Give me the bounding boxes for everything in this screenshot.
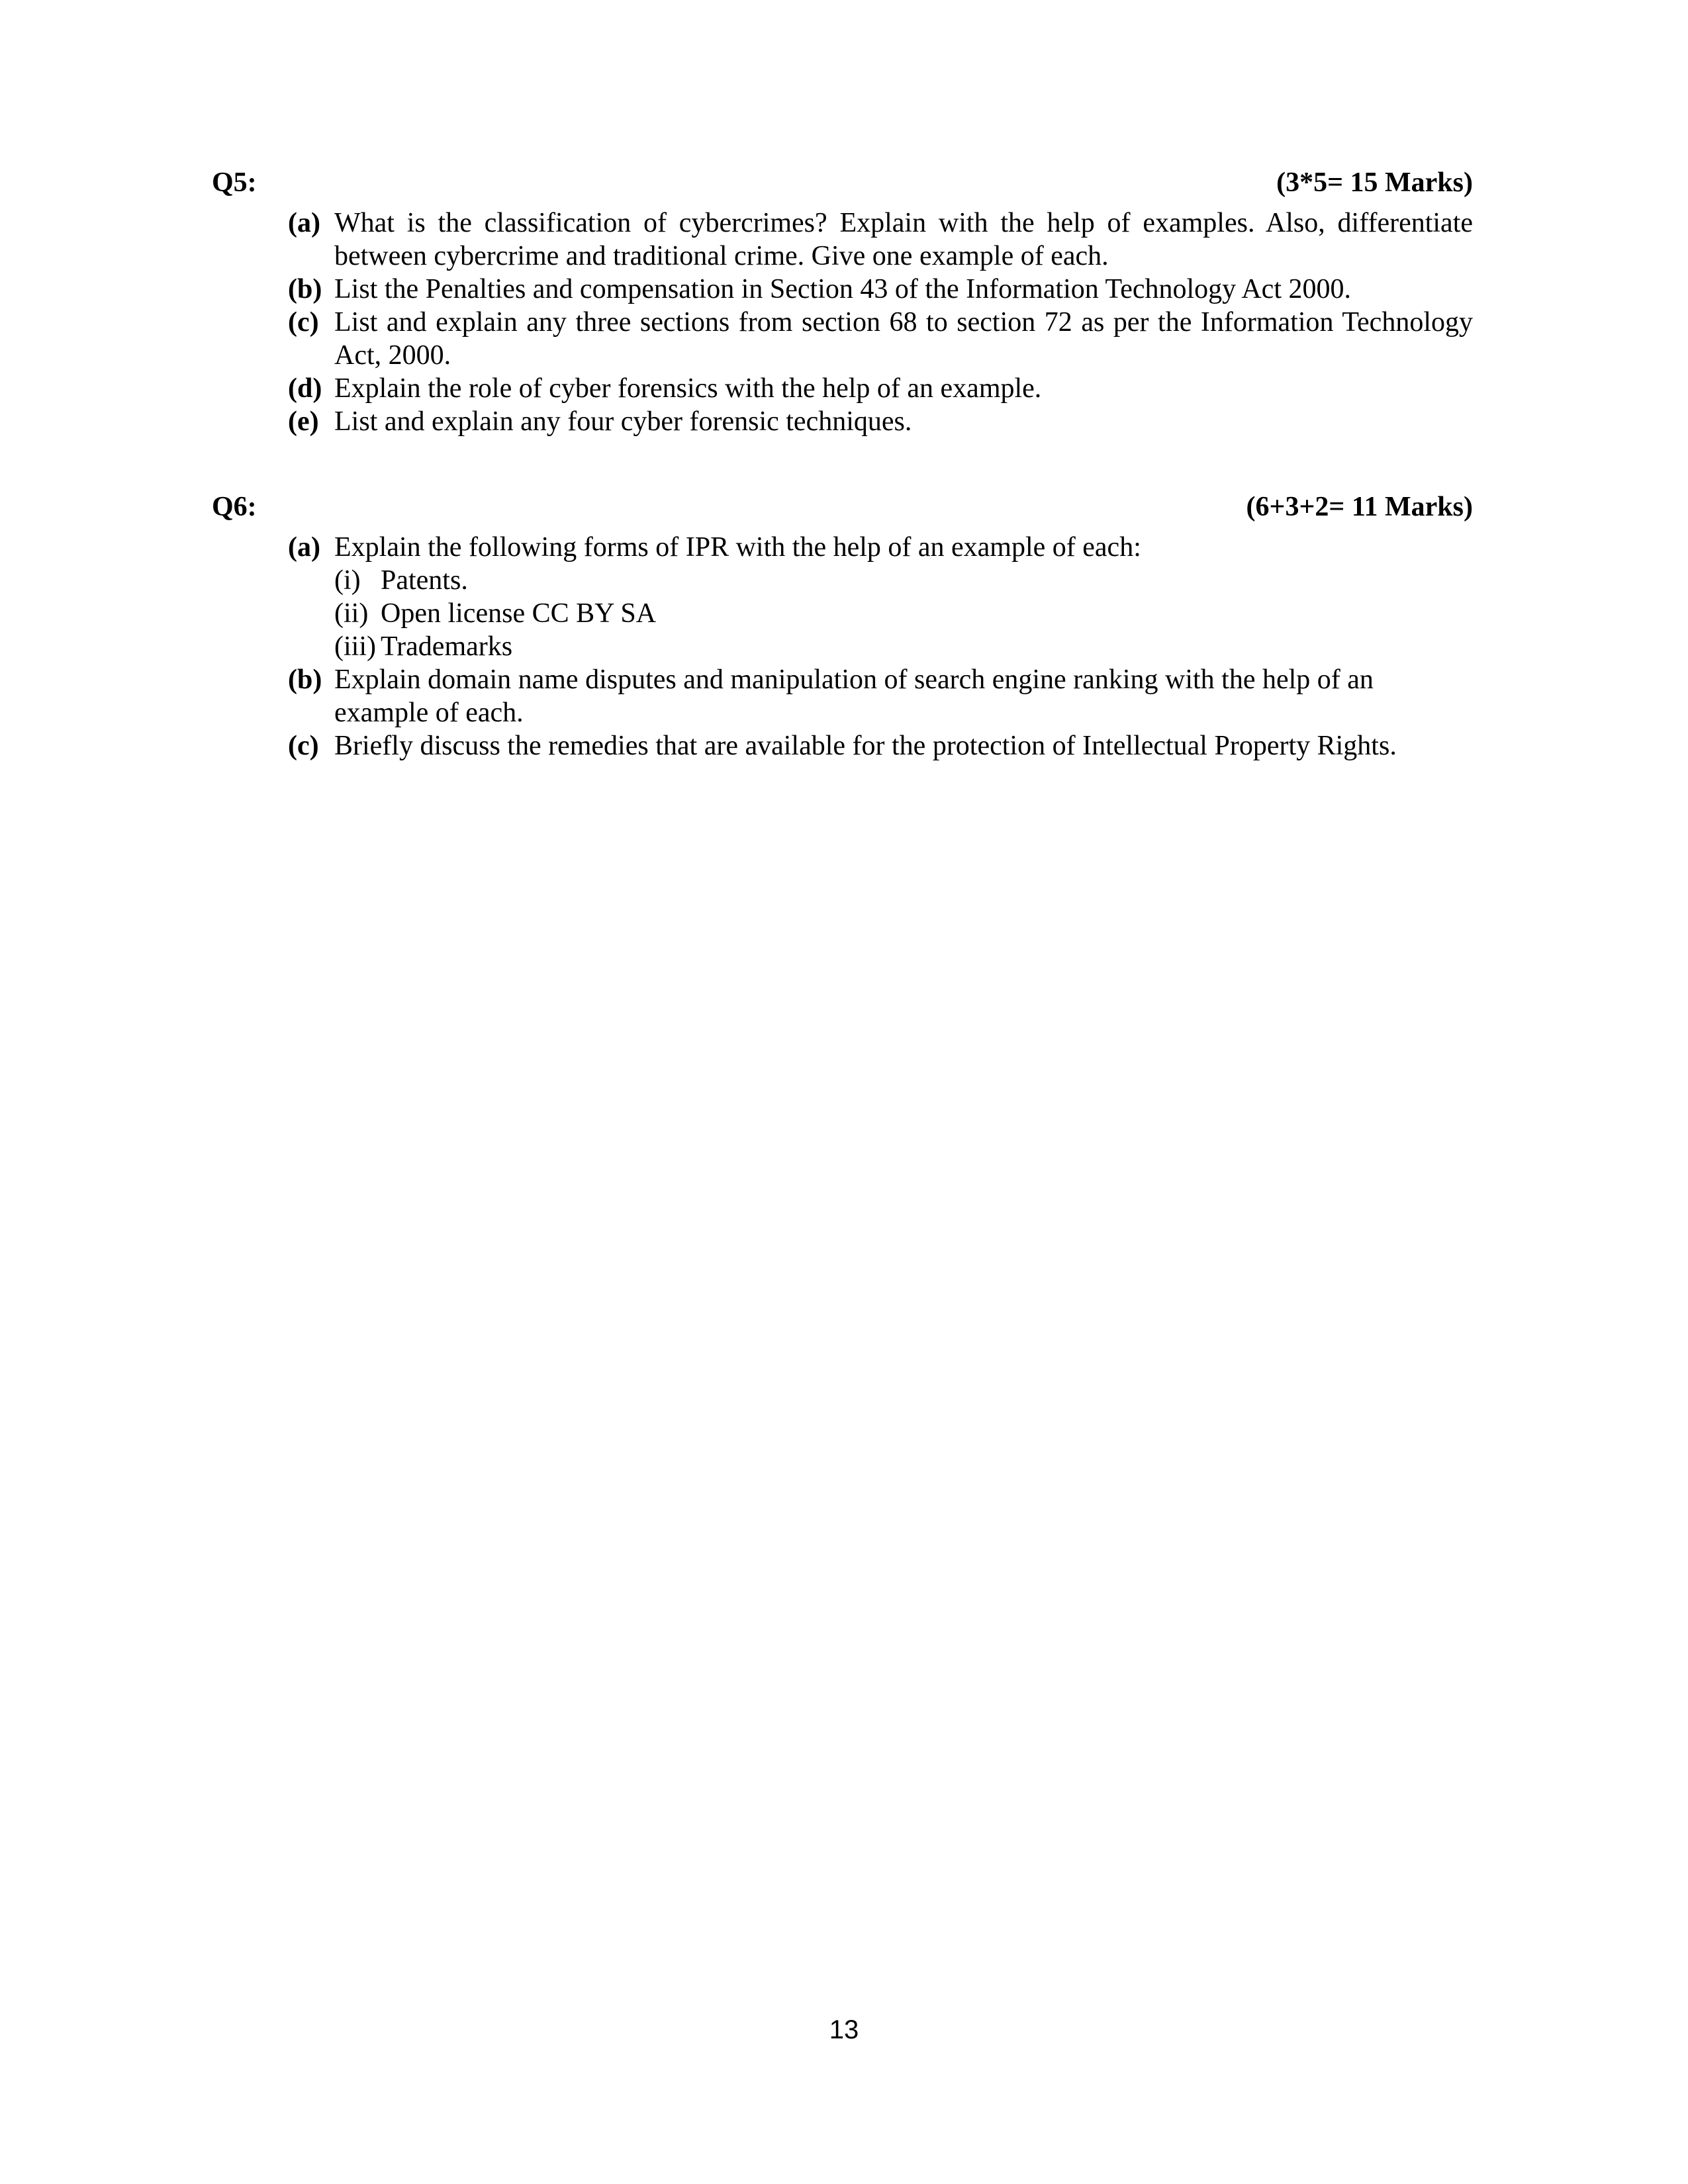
list-item xyxy=(288,663,1473,729)
list-item xyxy=(288,729,1473,762)
question-6 xyxy=(212,490,1473,762)
item-text: Explain the following forms of IPR with the help of an example of each: xyxy=(334,532,1141,563)
question-5 xyxy=(212,165,1473,438)
sub-list-item xyxy=(334,597,1473,630)
sub-item-text: Trademarks xyxy=(381,631,513,662)
question-header xyxy=(212,165,1473,200)
item-label: (b) xyxy=(288,274,322,304)
list-item xyxy=(288,405,1473,438)
question-number: Q5: xyxy=(212,167,257,198)
item-label: (e) xyxy=(288,406,319,437)
question-marks: (6+3+2= 11 Marks) xyxy=(1246,492,1473,522)
item-label: (a) xyxy=(288,208,320,238)
item-text: List and explain any three sections from section 68 to section 72 as per the Information Technology Act, 2000. xyxy=(334,307,1473,371)
sub-list-item xyxy=(334,564,1473,597)
sub-item-label: (i) xyxy=(334,565,361,596)
item-text: Explain domain name disputes and manipulation of search engine ranking with the help of an example of each. xyxy=(334,664,1374,728)
item-text: List the Penalties and compensation in Section 43 of the Information Technology Act 2000. xyxy=(334,274,1351,304)
item-text: Briefly discuss the remedies that are available for the protection of Intellectual Property Rights. xyxy=(334,731,1397,761)
list-item xyxy=(288,306,1473,372)
question-marks: (3*5= 15 Marks) xyxy=(1276,167,1473,198)
item-label: (a) xyxy=(288,532,320,563)
sub-item-text: Open license CC BY SA xyxy=(381,598,657,629)
item-label: (c) xyxy=(288,307,319,338)
item-label: (d) xyxy=(288,373,322,404)
item-text: List and explain any four cyber forensic techniques. xyxy=(334,406,912,437)
list-item xyxy=(288,372,1473,405)
sub-item-label: (ii) xyxy=(334,598,369,629)
question-header xyxy=(212,490,1473,524)
page-number: 13 xyxy=(829,2015,859,2044)
question-items xyxy=(288,531,1473,762)
sub-item-label: (iii) xyxy=(334,631,376,662)
item-label: (b) xyxy=(288,664,322,695)
list-item xyxy=(288,531,1473,564)
sub-list-item xyxy=(334,630,1473,663)
sub-list xyxy=(334,564,1473,663)
item-text: What is the classification of cybercrimes? Explain with the help of examples. Also, differentiate between cybercrime and traditional crime. Give one example of each. xyxy=(334,208,1473,271)
item-label: (c) xyxy=(288,731,319,761)
item-text: Explain the role of cyber forensics with the help of an example. xyxy=(334,373,1042,404)
question-items xyxy=(288,206,1473,438)
sub-item-text: Patents. xyxy=(381,565,468,596)
list-item xyxy=(288,273,1473,306)
question-number: Q6: xyxy=(212,492,257,522)
list-item xyxy=(288,206,1473,273)
